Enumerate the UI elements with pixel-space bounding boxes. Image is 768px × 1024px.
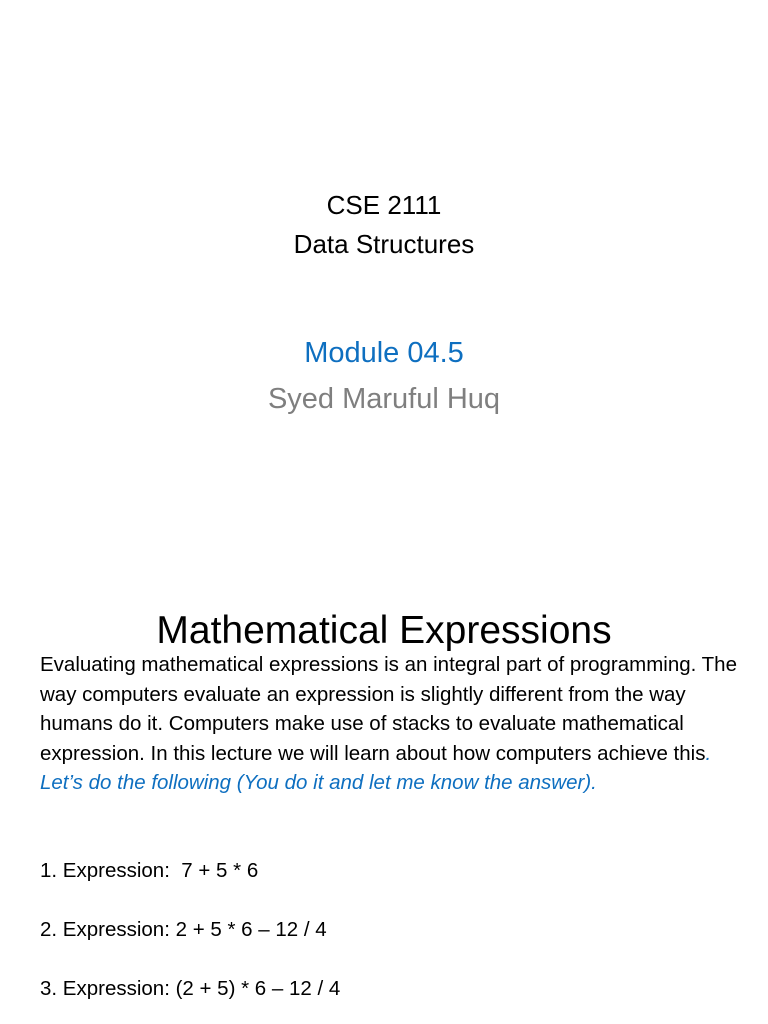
slide-heading: Mathematical Expressions — [156, 609, 612, 652]
content-slide — [0, 586, 768, 1024]
expression-item-1: 1. Expression: 7 + 5 * 6 — [40, 859, 259, 882]
body-text: Evaluating mathematical expressions is an integral part of programming. The way computers evaluate an expression is slightly different from the way humans do it. Computers make use of stacks to evaluate mathematical expression. In this lecture we will learn about how computers achieve this — [40, 653, 737, 765]
expression-item-3: 3. Expression: (2 + 5) * 6 – 12 / 4 — [40, 977, 341, 1000]
body-paragraph — [40, 650, 740, 798]
instruction-highlight: . Let’s do the following (You do it and let me know the answer). — [40, 741, 712, 794]
course-name: Data Structures — [293, 229, 475, 259]
course-code: CSE 2111 — [326, 190, 442, 220]
author-name: Syed Maruful Huq — [267, 383, 501, 415]
module-block — [0, 333, 768, 419]
expression-item-2: 2. Expression: 2 + 5 * 6 – 12 / 4 — [40, 918, 327, 941]
module-title: Module 04.5 — [304, 337, 464, 369]
expression-list — [40, 856, 740, 1024]
course-block — [0, 186, 768, 264]
